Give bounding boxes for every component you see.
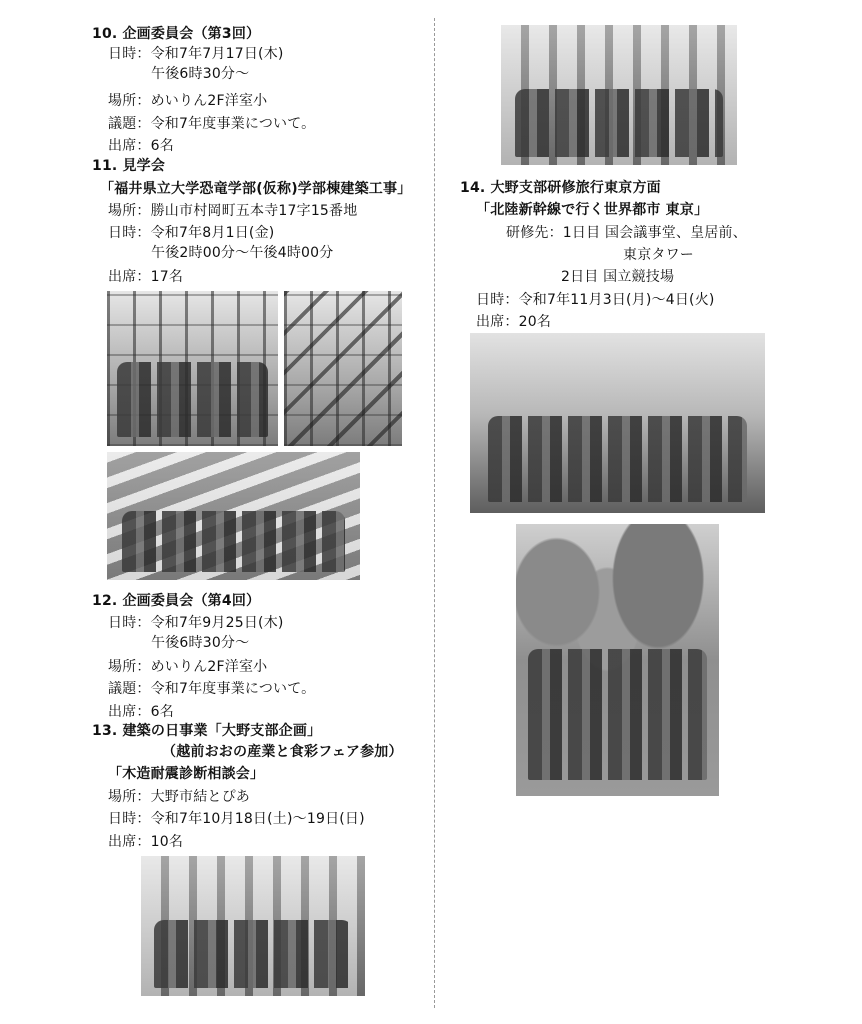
section-14-destinations-2: 東京タワー xyxy=(623,247,694,263)
section-12-agenda: 議題：令和7年度事業について。 xyxy=(108,681,316,697)
section-11-time: 午後2時00分～午後4時00分 xyxy=(151,245,334,261)
section-10-title: 10. 企画委員会（第3回） xyxy=(92,26,261,42)
section-10-date: 日時：令和7年7月17日(木) xyxy=(108,46,284,62)
section-10-agenda: 議題：令和7年度事業について。 xyxy=(108,116,316,132)
section-11-title: 11. 見学会 xyxy=(92,158,166,174)
photo-steel-structure xyxy=(284,291,402,446)
section-12-time: 午後6時30分～ xyxy=(151,635,250,651)
section-11-subtitle: 「福井県立大学恐竜学部(仮称)学部棟建築工事」 xyxy=(100,181,412,197)
section-13-place: 場所：大野市結とぴあ xyxy=(108,789,250,805)
photo-group-ginkgo-avenue xyxy=(516,524,719,796)
section-14-destinations: 研修先：1日目 国会議事堂、皇居前、 xyxy=(506,225,747,241)
section-12-date: 日時：令和7年9月25日(木) xyxy=(108,615,284,631)
section-13-attendance: 出席：10名 xyxy=(108,834,184,850)
section-11-date: 日時：令和7年8月1日(金) xyxy=(108,225,275,241)
photo-consultation-booth xyxy=(141,856,365,996)
section-12-attendance: 出席：6名 xyxy=(108,704,174,720)
section-13-date: 日時：令和7年10月18日(土)～19日(日) xyxy=(108,811,365,827)
section-10-attendance: 出席：6名 xyxy=(108,138,174,154)
section-10-time: 午後6時30分～ xyxy=(151,66,250,82)
photo-meeting-room xyxy=(107,452,360,580)
section-12-place: 場所：めいりん2F洋室小 xyxy=(108,659,268,675)
section-13-event: （越前おおの産業と食彩フェア参加） xyxy=(162,744,403,760)
section-10-place: 場所：めいりん2F洋室小 xyxy=(108,93,268,109)
photo-group-tokyo-harbor xyxy=(470,333,765,513)
photo-construction-site-tour xyxy=(107,291,278,446)
section-14-date: 日時：令和7年11月3日(月)～4日(火) xyxy=(476,292,715,308)
section-14-attendance: 出席：20名 xyxy=(476,314,552,330)
section-14-subtitle: 「北陸新幹線で行く世界都市 東京」 xyxy=(476,202,709,218)
section-11-attendance: 出席：17名 xyxy=(108,269,184,285)
section-11-place: 場所：勝山市村岡町五本寺17字15番地 xyxy=(108,203,358,219)
section-12-title: 12. 企画委員会（第4回） xyxy=(92,593,261,609)
photo-exhibition-model xyxy=(501,25,737,165)
column-divider xyxy=(434,18,435,1008)
section-13-title: 13. 建築の日事業「大野支部企画」 xyxy=(92,723,322,739)
section-14-destinations-day2: 2日目 国立競技場 xyxy=(561,269,675,285)
section-14-title: 14. 大野支部研修旅行東京方面 xyxy=(460,180,661,196)
section-13-subtitle: 「木造耐震診断相談会」 xyxy=(108,766,265,782)
